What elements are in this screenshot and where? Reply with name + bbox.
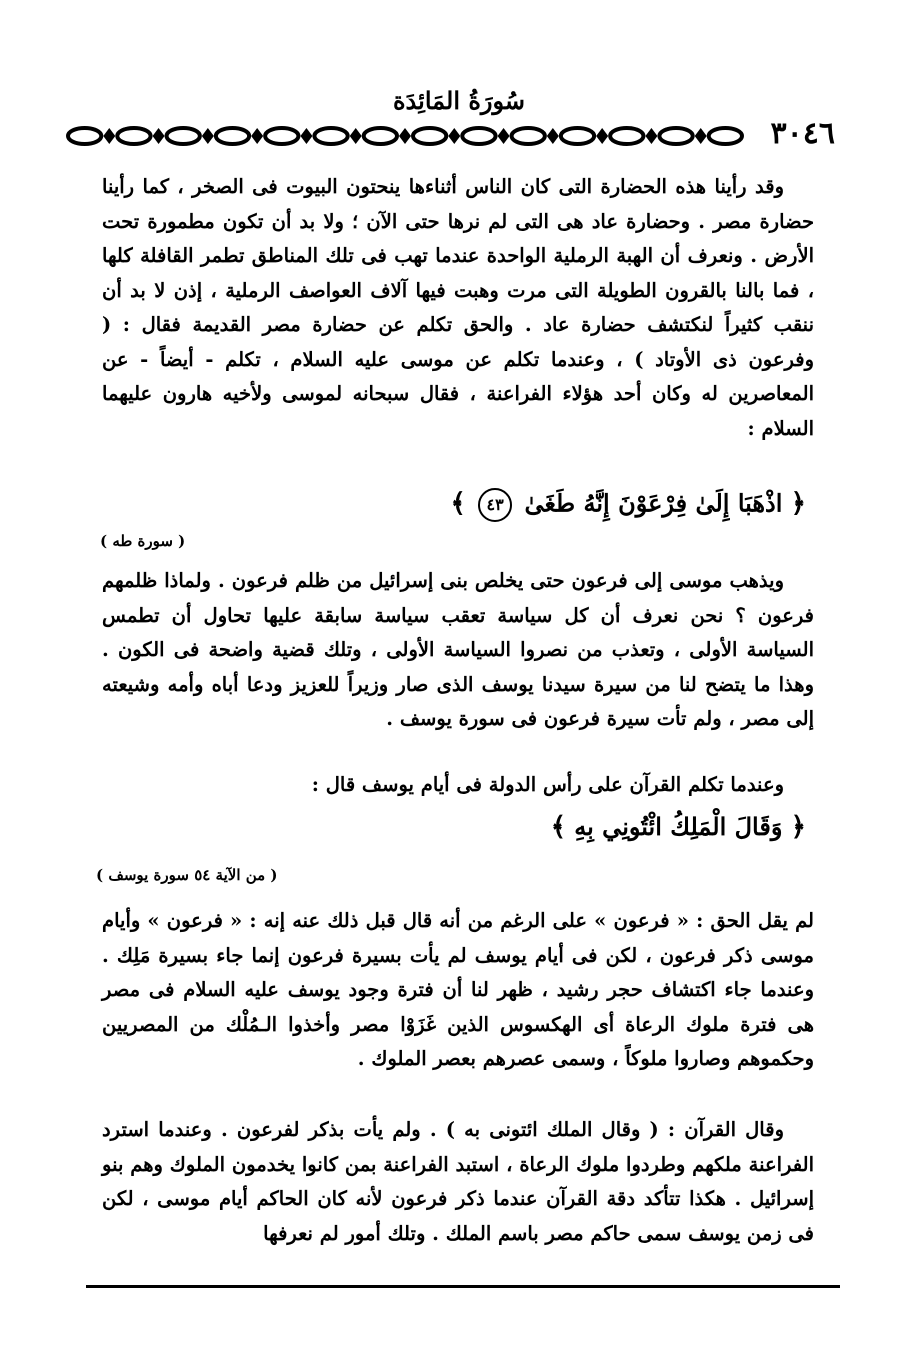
chain-diamond — [399, 128, 411, 144]
paragraph-3-text: وعندما تكلم القرآن على رأس الدولة فى أيام يوسف قال : — [311, 773, 784, 796]
chain-link — [314, 128, 347, 144]
paragraph-4-text: لم يقل الحق : « فرعون » على الرغم من أنه قال قبل ذلك عنه إنه : « فرعون » وأيام موسى ذكر فرعون ، لكن فى أيام يوسف لم يأت بسيرة فرعون إنما جاء بسيرة مَلِك . وعندما جاء اكتشاف حجر رشيد ، ظهر لنا أن فترة وجود يوسف عليه السلام فى مصر هى فترة ملوك الرعاة أى الهكسوس الذين غَزَوْا مصر وأخذوا الـمُلْك من المصريين وحكموهم وصاروا ملوكاً ، وسمى عصرهم بعصر الملوك . — [102, 909, 814, 1070]
chain-link — [68, 128, 101, 144]
paragraph-5 — [102, 1113, 814, 1251]
quran-verse-2 — [551, 812, 806, 842]
page-number: ٣٠٤٦ — [770, 116, 835, 151]
chain-diamond — [103, 128, 115, 144]
chain-diamond — [202, 128, 214, 144]
chain-link — [265, 128, 298, 144]
footer-rule — [86, 1285, 840, 1288]
paragraph-1 — [102, 170, 814, 446]
chain-link — [610, 128, 643, 144]
chain-link — [709, 128, 742, 144]
chain-link — [167, 128, 200, 144]
chain-diamond — [547, 128, 559, 144]
chain-diamond — [300, 128, 312, 144]
paragraph-2-text: ويذهب موسى إلى فرعون حتى يخلص بنى إسرائيل من ظلم فرعون . ولماذا ظلمهم فرعون ؟ نحن نعرف أن كل سياسة تعقب سياسة سابقة عليها تحاول أن تطمس السياسة الأولى ، وتعذب من نصروا السياسة الأولى ، وتلك قضية واضحة فى الكون . وهذا ما يتضح لنا من سيرة سيدنا يوسف الذى صار وزيراً للعزيز ودعا أباه وأمه وشيعته إلى مصر ، ولم تأت سيرة فرعون فى سورة يوسف . — [102, 569, 814, 730]
chain-link — [216, 128, 249, 144]
chain-diamond — [596, 128, 608, 144]
chain-link — [117, 128, 150, 144]
chain-diamond — [350, 128, 362, 144]
chain-link — [462, 128, 495, 144]
header-band — [60, 118, 835, 154]
verse-reference-1: ( سورة طه ) — [100, 532, 186, 550]
chain-ornament — [60, 122, 750, 150]
chain-link — [512, 128, 545, 144]
verse-close-bracket: ﴾ — [450, 488, 466, 519]
verse-reference-2: ( من الآية ٥٤ سورة يوسف ) — [96, 866, 278, 884]
chain-diamond — [695, 128, 707, 144]
quran-verse-1 — [451, 488, 806, 522]
paragraph-5-text: وقال القرآن : ( وقال الملك ائتونى به ) . ولم يأت بذكر لفرعون . وعندما استرد الفراعنة ملكهم وطردوا ملوك الرعاة ، استبد الفراعنة بمن كانوا يخدمون الملوك وهم بنو إسرائيل . هكذا تتأكد دقة القرآن عندما ذكر فرعون لأنه كان الحاكم أيام موسى ، لكن فى زمن يوسف سمى حاكم مصر باسم الملك . وتلك أمور لم نعرفها — [102, 1118, 814, 1245]
chain-link — [364, 128, 397, 144]
chain-link — [413, 128, 446, 144]
chain-diamond — [448, 128, 460, 144]
verse-text: وَقَالَ الْمَلِكُ ائْتُونِي بِهِ — [574, 812, 783, 841]
verse-text: اذْهَبَا إِلَىٰ فِرْعَوْنَ إِنَّهُ طَغَىٰ — [524, 488, 783, 518]
chain-diamond — [498, 128, 510, 144]
paragraph-4 — [102, 904, 814, 1077]
ayah-number-marker: ٤٣ — [478, 488, 512, 522]
paragraph-1-text: وقد رأينا هذه الحضارة التى كان الناس أثناءها ينحتون البيوت فى الصخر ، كما رأينا حضارة مصر . وحضارة عاد هى التى لم نرها حتى الآن ؛ ولا بد أن تكون مطمورة تحت الأرض . ونعرف أن الهبة الرملية الواحدة عندما تهب فى تلك المناطق تطمر القافلة كلها ، فما بالنا بالقرون الطويلة التى مرت وهبت فيها آلاف العواصف الرملية ، إذن لا بد أن ننقب كثيراً لنكتشف حضارة عاد . والحق تكلم عن حضارة مصر القديمة فقال : ( وفرعون ذى الأوتاد ) ، وعندما تكلم عن موسى عليه السلام ، تكلم - أيضاً - عن المعاصرين له وكان أحد هؤلاء الفراعنة ، فقال سبحانه لموسى ولأخيه هارون عليهما السلام : — [102, 175, 814, 440]
verse-open-bracket: ﴿ — [790, 488, 806, 519]
surah-title: سُورَةُ المَائِدَة — [392, 86, 526, 115]
chain-diamond — [645, 128, 657, 144]
chain-link — [659, 128, 692, 144]
paragraph-2 — [102, 564, 814, 737]
verse-open-bracket: ﴿ — [790, 812, 806, 842]
paragraph-3 — [102, 768, 814, 803]
chain-diamond — [153, 128, 165, 144]
chain-diamond — [251, 128, 263, 144]
chain-link — [561, 128, 594, 144]
verse-close-bracket: ﴾ — [550, 812, 566, 842]
